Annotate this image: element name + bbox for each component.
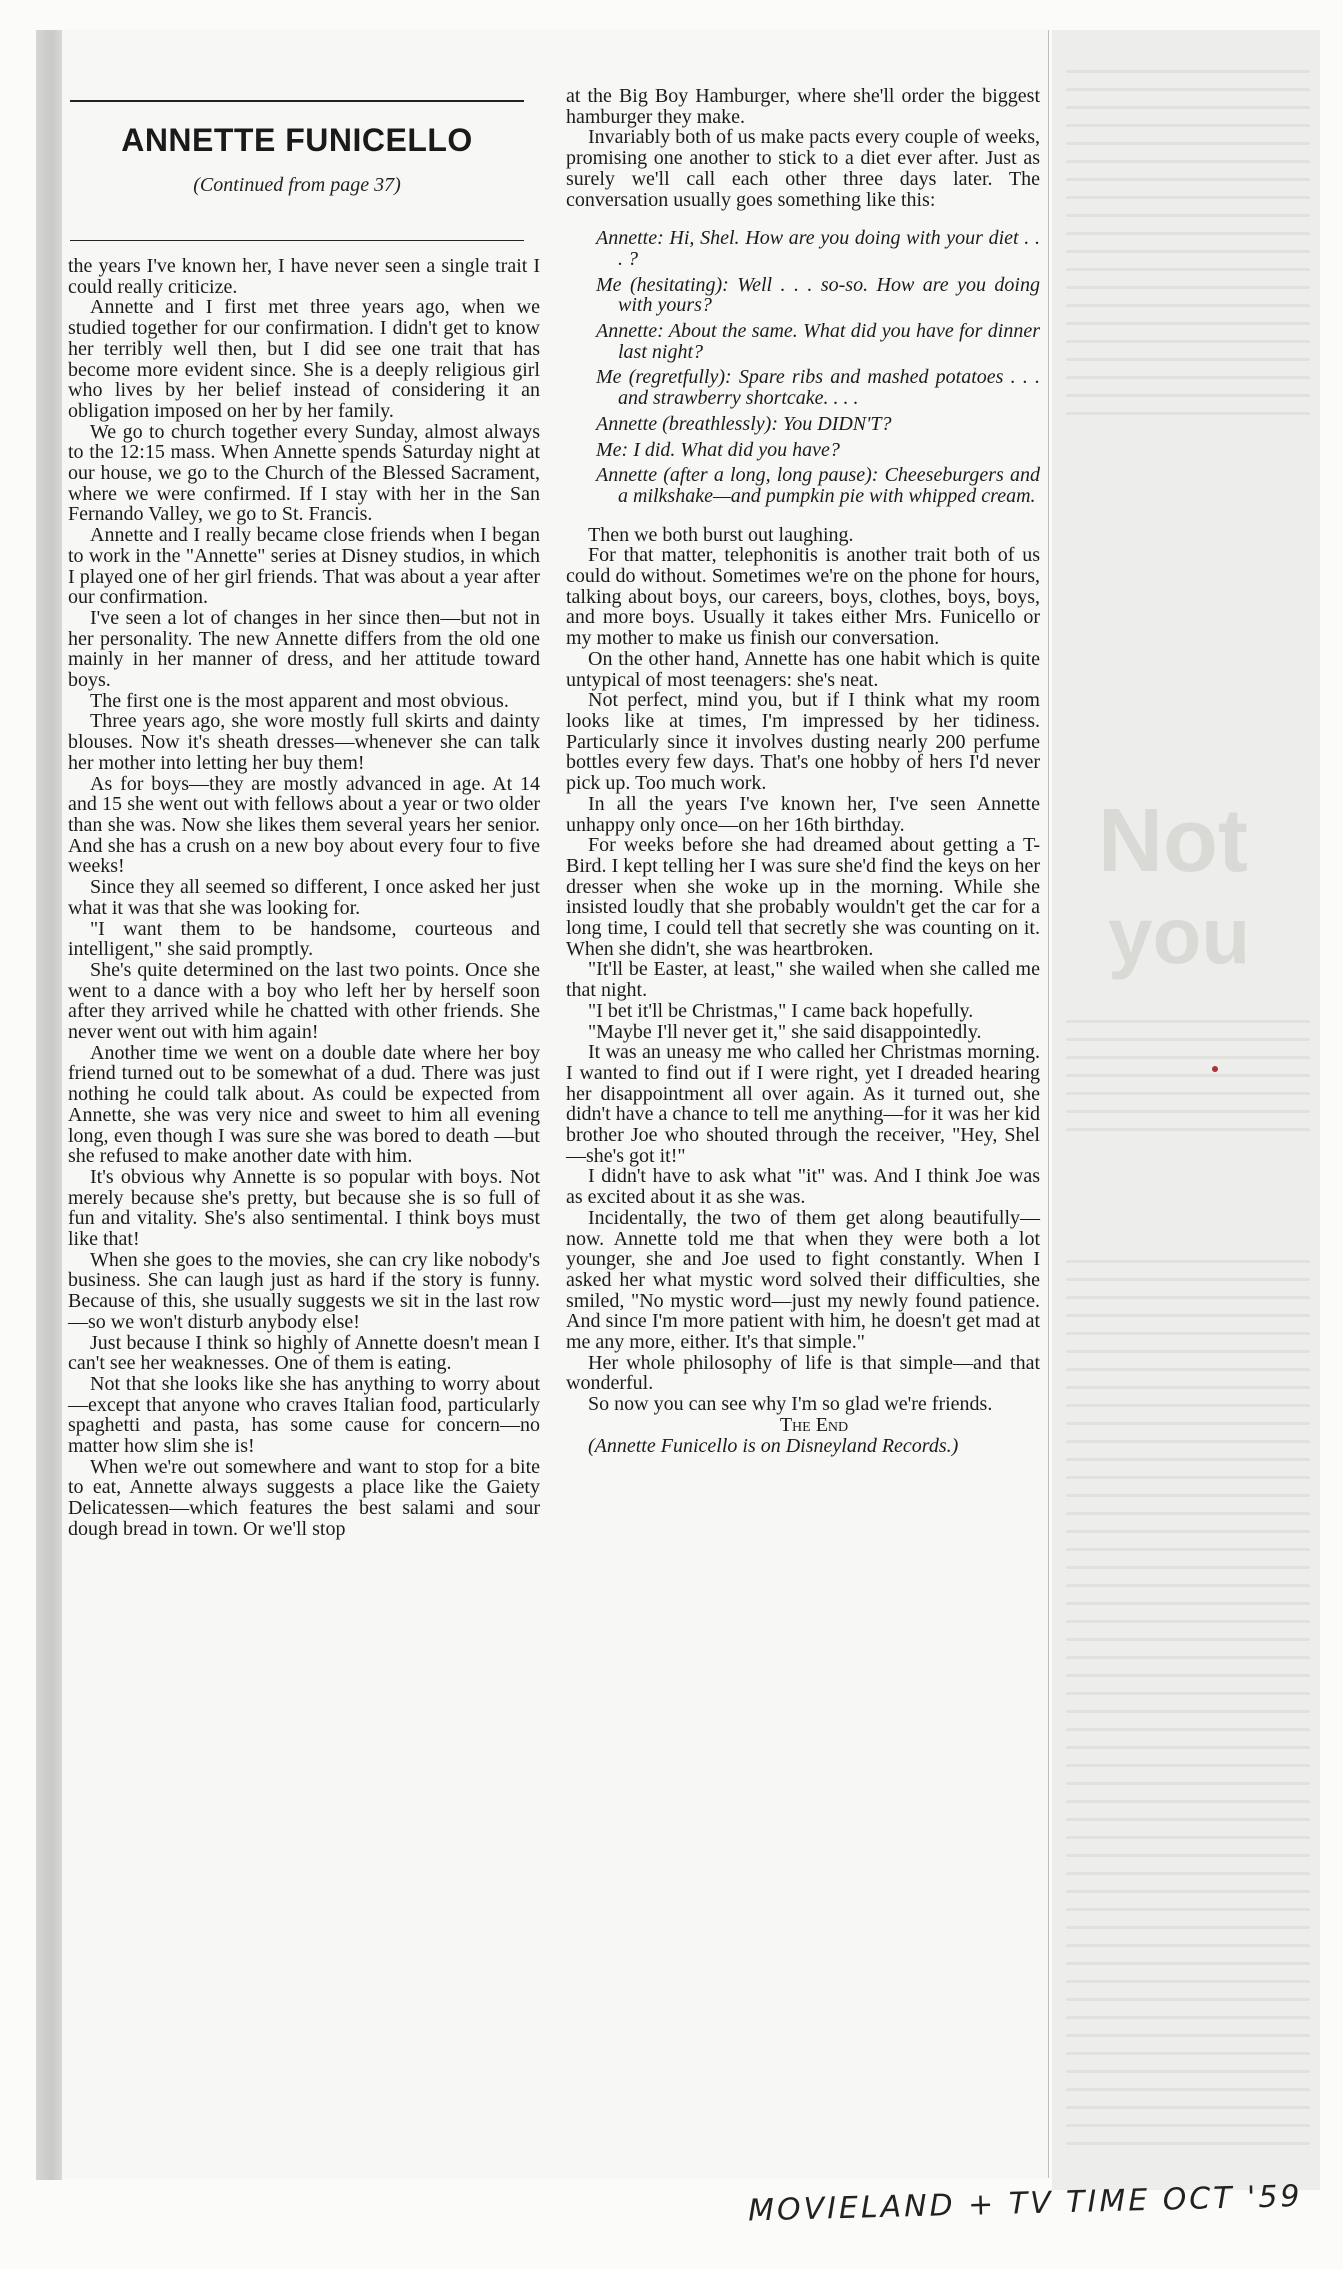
dialogue-line: Me: I did. What did you have? (596, 438, 840, 461)
dialogue-line: Annette (after a long, long pause): Cheeseburgers and a milkshake—and pumpkin pie with whipped cream. (596, 464, 1040, 507)
paragraph: at the Big Boy Hamburger, where she'll order the biggest hamburger they make. (566, 85, 1040, 128)
record-credit: (Annette Funicello is on Disneyland Records.) (588, 1434, 959, 1457)
paragraph: For weeks before she had dreamed about getting a T-Bird. I kept telling her I was sure she'd find the keys on her dresser when she woke up in the morning. While she insisted loudly that she probably wouldn't get the car for a long time, I could tell that secretly she was counting on it. When she didn't, she was heartbroken. (566, 834, 1040, 960)
paragraph: In all the years I've known her, I've seen Annette unhappy only once—on her 16th birthday. (566, 792, 1040, 836)
paragraph: I didn't have to ask what "it" was. And I think Joe was as excited about it as she was. (566, 1165, 1040, 1209)
paragraph: Incidentally, the two of them get along beautifully—now. Annette told me that when they were both a lot younger, she and Joe used to fight constantly. When I asked her what mystic word solved their difficulties, she smiled, "No mystic word—just my newly found patience. And since I'm more patient with him, he doesn't get mad at me any more, either. It's that simple." (566, 1206, 1040, 1354)
paragraph: The first one is the most apparent and most obvious. (90, 689, 509, 712)
paragraph: I've seen a lot of changes in her since then—but not in her personality. The new Annette differs from the old one mainly in her manner of dress, and her attitude toward boys. (68, 606, 540, 692)
paragraph: When we're out somewhere and want to stop for a bite to eat, Annette always suggests a place like the Gaiety Delicatessen—which features the best salami and sour dough bread in town. Or we'll stop (68, 1455, 540, 1540)
ghost-text-block (1066, 70, 1310, 430)
ghost-heading: you (1108, 891, 1251, 980)
dialogue-line: Me (hesitating): Well . . . so-so. How are you doing with yours? (596, 273, 1040, 317)
scan-shadow (36, 30, 62, 2180)
paragraph: We go to church together every Sunday, almost always to the 12:15 mass. When Annette spends Saturday night at our house, we go to the Church of the Blessed Sacrament, where we were confirmed. If I stay with her in the San Fernando Valley, we go to St. Francis. (68, 420, 540, 526)
dialogue-line: Annette: About the same. What did you have for dinner last night? (596, 320, 1040, 363)
dialogue-line: Annette: Hi, Shel. How are you doing with your diet . . . ? (596, 227, 1040, 270)
header-rule (70, 240, 524, 241)
paragraph: Then we both burst out laughing. (588, 523, 854, 546)
article-clipping (62, 30, 1049, 2178)
paragraph: Her whole philosophy of life is that simple—and that wonderful. (566, 1351, 1040, 1395)
right-column (566, 86, 1040, 1456)
paragraph: "I want them to be handsome, courteous and intelligent," she said promptly. (68, 917, 540, 961)
paragraph: Invariably both of us make pacts every couple of weeks, promising one another to stick to a diet ever after. Just as surely we'll call each other three days later. The conversation usually goes something like this: (566, 126, 1040, 211)
paragraph: Annette and I first met three years ago, when we studied together for our confirmation. I didn't get to know her terribly well then, but I did see one trait that has become more evident since. She is a deeply religious girl who lives by her belief instead of considering it an obligation imposed on her by her family. (68, 296, 540, 422)
paragraph: As for boys—they are mostly advanced in age. At 14 and 15 she went out with fellows about a year or two older than she was. Now she likes them several years her senior. And she has a crush on a new boy about every four to five weeks! (68, 772, 540, 878)
left-column (68, 256, 540, 1540)
dialogue-line: Annette (breathlessly): You DIDN'T? (596, 412, 892, 435)
dialogue-line: Me (regretfully): Spare ribs and mashed potatoes . . . and strawberry shortcake. . . . (596, 366, 1040, 410)
paragraph: Another time we went on a double date where her boy friend turned out to be somewhat of a dud. There was just nothing he could talk about. As could be expected from Annette, she was very nice and sweet to him all evening long, even though I was sure she was bored to death —but she refused to make another date with him. (68, 1041, 540, 1168)
article-title: ANNETTE FUNICELLO (121, 122, 473, 158)
paragraph: She's quite determined on the last two points. Once she went to a dance with a boy who left her by herself soon after they arrived while he chatted with other friends. She never went out with him again! (68, 958, 540, 1044)
paragraph: When she goes to the movies, she can cry like nobody's business. She can laugh just as hard if the story is funny. Because of this, she usually suggests we sit in the last row—so we won't disturb anybody else! (68, 1248, 540, 1333)
paragraph: Annette and I really became close friends when I began to work in the "Annette" series at Disney studios, in which I played one of her girl friends. That was about a year after our confirmation. (68, 524, 540, 609)
header-rule (70, 100, 524, 102)
paragraph: "I bet it'll be Christmas," I came back hopefully. (588, 999, 974, 1022)
paragraph: For that matter, telephonitis is another trait both of us could do without. Sometimes we're on the phone for hours, talking about boys, our careers, boys, clothes, boys, boys, and more boys. Usually it takes either Mrs. Funicello or my mother to make us finish our conversation. (566, 544, 1040, 650)
paragraph: Since they all seemed so different, I once asked her just what it was that she was looking for. (68, 876, 540, 919)
ink-dot (1212, 1066, 1218, 1072)
ghost-text-block (1066, 1260, 1310, 2160)
continued-note: (Continued from page 37) (193, 174, 401, 196)
paragraph: So now you can see why I'm so glad we're friends. (588, 1393, 993, 1416)
paragraph: On the other hand, Annette has one habit which is quite untypical of most teenagers: she's neat. (566, 647, 1040, 691)
ghost-text-block (1066, 1020, 1310, 1140)
paragraph: Just because I think so highly of Annette doesn't mean I can't see her weaknesses. One of them is eating. (68, 1331, 540, 1375)
ghost-heading: Not (1098, 791, 1248, 891)
dialogue-block (566, 228, 1040, 506)
the-end-marker: The End (779, 1413, 849, 1436)
paragraph: the years I've known her, I have never seen a single trait I could really criticize. (68, 255, 540, 298)
paragraph: "It'll be Easter, at least," she wailed when she called me that night. (566, 958, 1040, 1002)
handwritten-source-note: MOVIELAND + TV TIME OCT '59 (747, 2178, 1303, 2229)
paragraph: It's obvious why Annette is so popular with boys. Not merely because she's pretty, but because she is so full of fun and vitality. She's also sentimental. I think boys must like that! (68, 1165, 540, 1251)
paragraph: "Maybe I'll never get it," she said disappointedly. (588, 1020, 982, 1043)
paragraph: It was an uneasy me who called her Christmas morning. I wanted to find out if I were right, yet I dreaded hearing her disappointment all over again. As it turned out, she didn't have a chance to tell me anything—for it was her kid brother Joe who shouted through the receiver, "Hey, Shel—she's got it!" (566, 1041, 1041, 1167)
paragraph: Not perfect, mind you, but if I think what my room looks like at times, I'm impressed by her tidiness. Particularly since it involves dusting nearly 200 perfume bottles every few days. That's one hobby of hers I'd never pick up. Too much work. (566, 689, 1040, 795)
bleed-through-page (1052, 30, 1320, 2190)
paragraph: Not that she looks like she has anything to worry about—except that anyone who craves Italian food, particularly spaghetti and pasta, has some cause for concern—no matter how slim she is! (68, 1372, 540, 1458)
paragraph: Three years ago, she wore mostly full skirts and dainty blouses. Now it's sheath dresses—whenever she can talk her mother into letting her buy them! (68, 710, 540, 774)
